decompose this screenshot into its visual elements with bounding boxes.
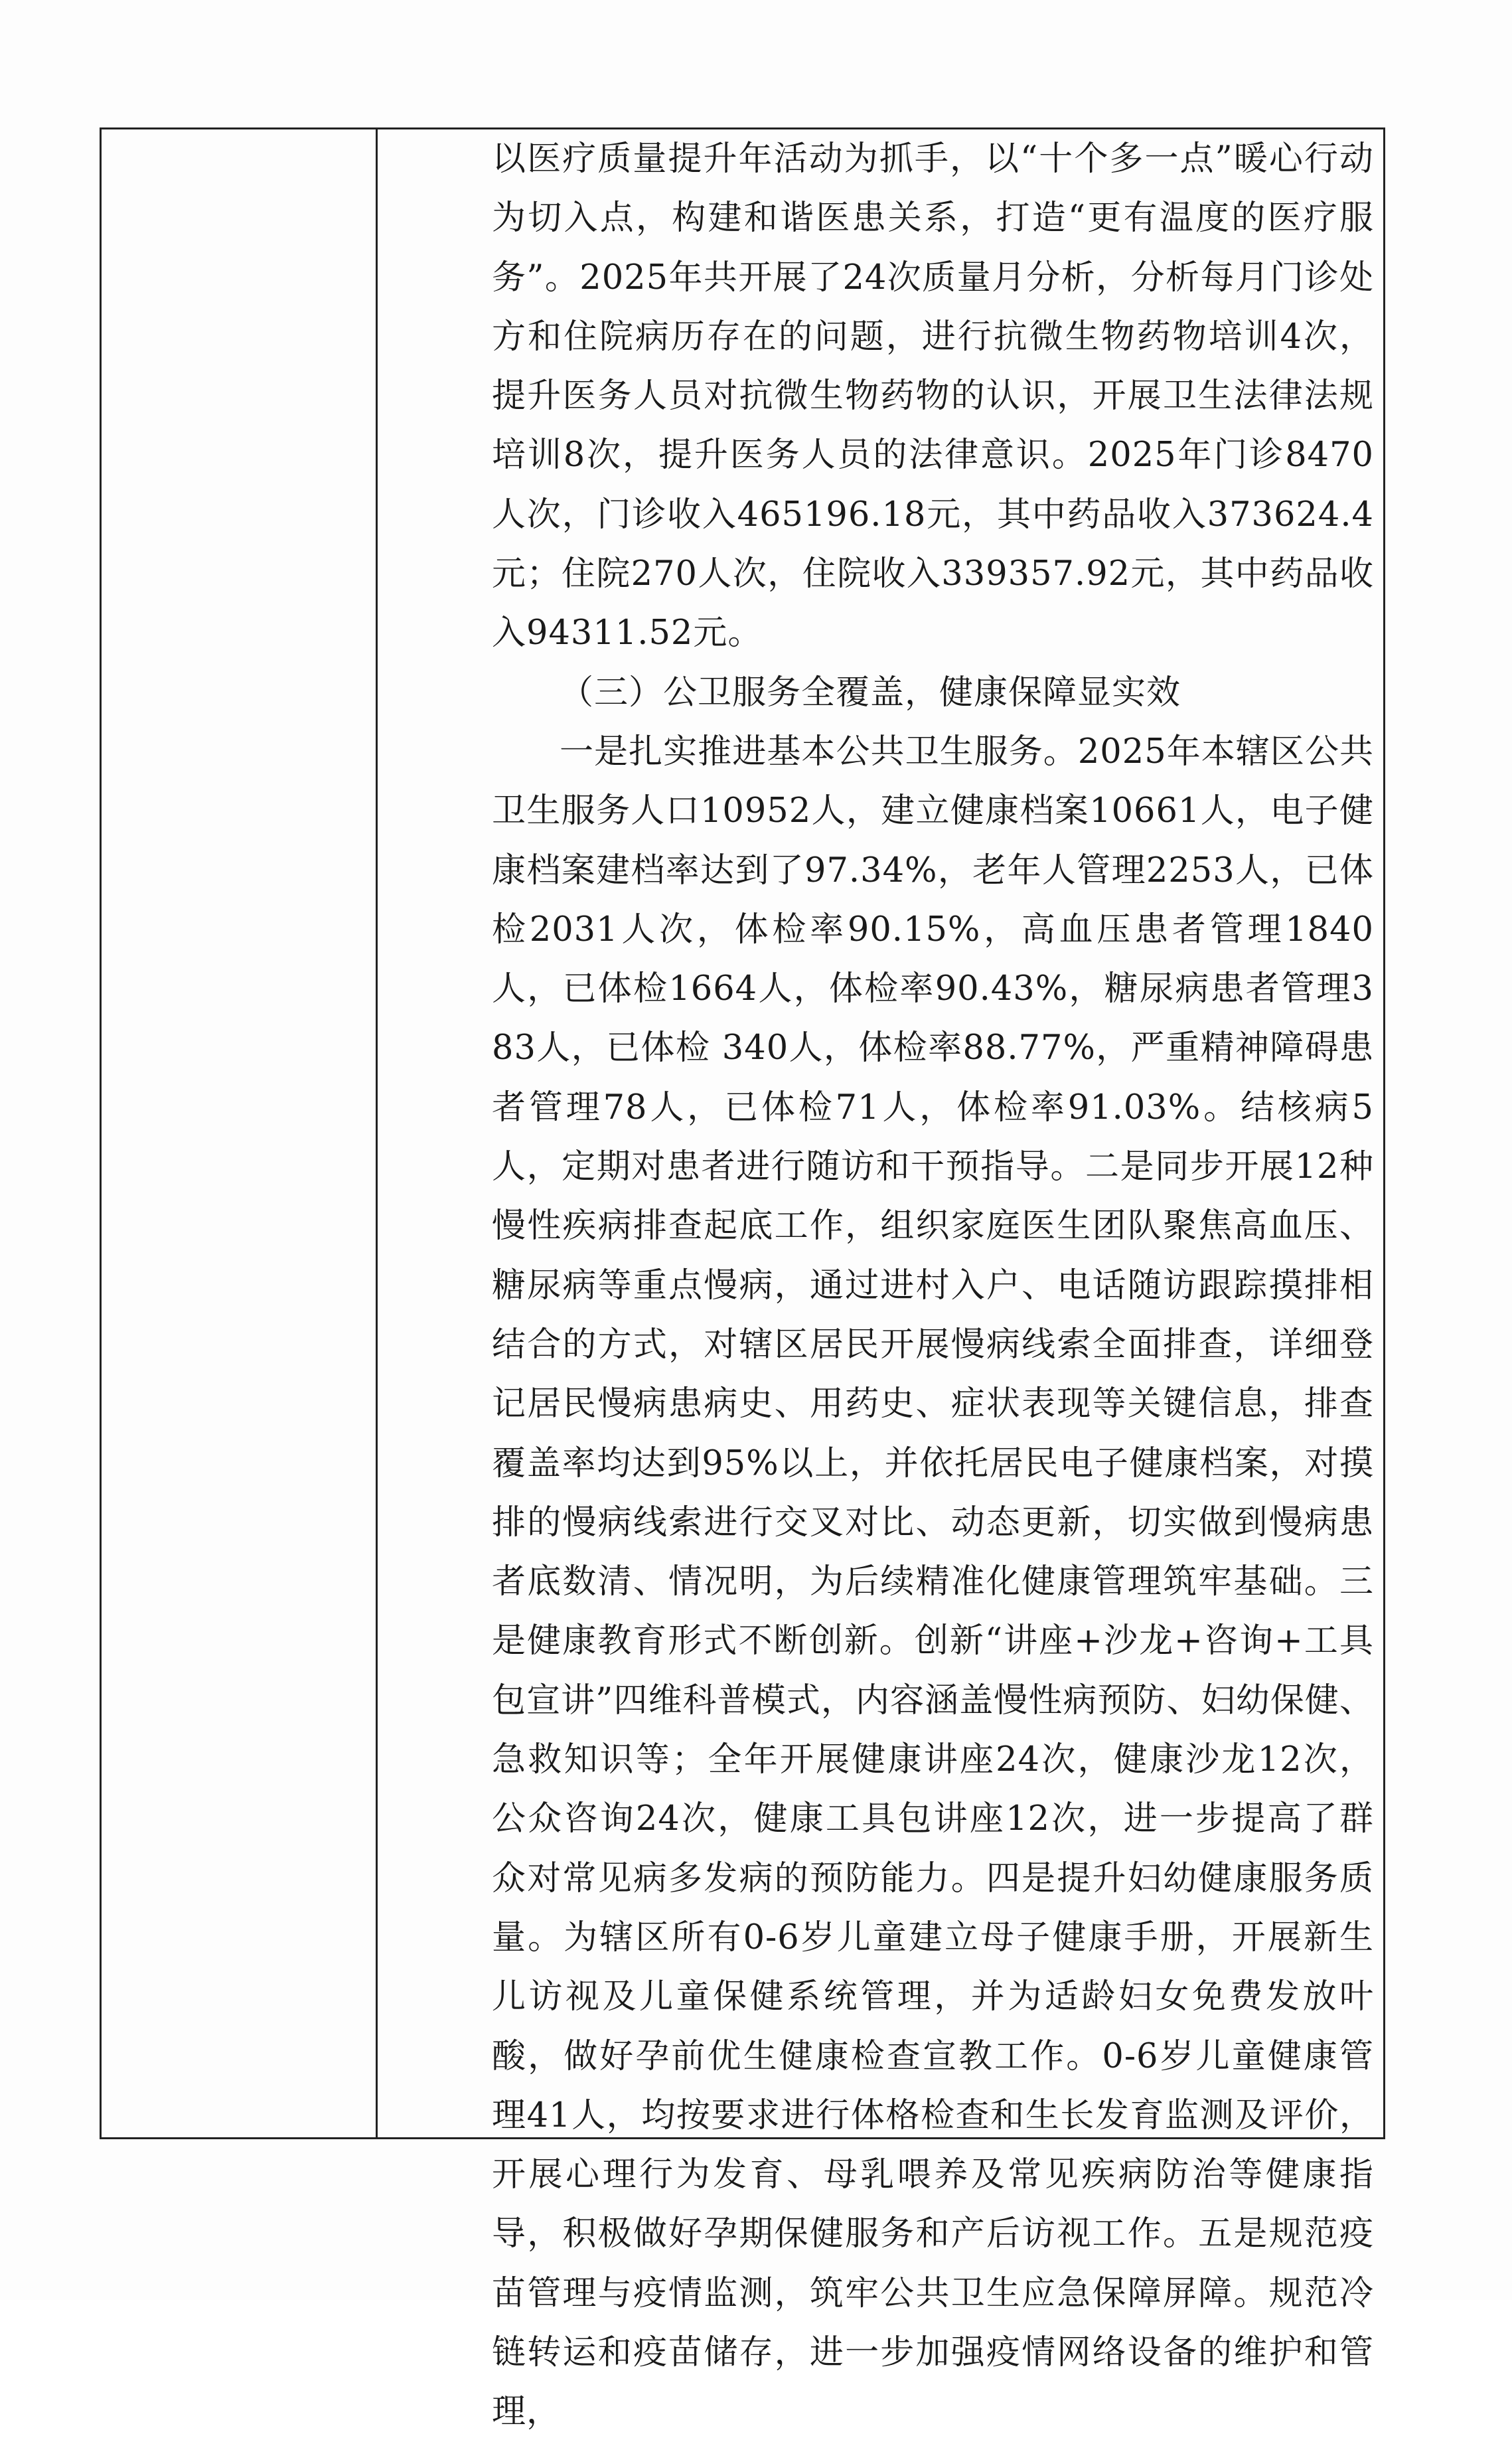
paragraph-public-health-services: 一是扎实推进基本公共卫生服务。2025年本辖区公共卫生服务人口10952人，建立健康档案10661人，电子健康档案建档率达到了97.34%，老年人管理2253人，已体检2031人次，体检率90.15%，高血压患者管理1840人，已体检1664人，体检率90.43%，糖尿病患者管理383人，已体检 340人，体检率88.77%，严重精神障碍患者管理78人，已体检71人，体检率91.03%。结核病5人，定期对患者进行随访和干预指导。二是同步开展12种慢性疾病排查起底工作，组织家庭医生团队聚焦高血压、糖尿病等重点慢病，通过进村入户、电话随访跟踪摸排相结合的方式，对辖区居民开展慢病线索全面排查，详细登记居民慢病患病史、用药史、症状表现等关键信息，排查覆盖率均达到95%以上，并依托居民电子健康档案，对摸排的慢病线索进行交叉对比、动态更新，切实做到慢病患者底数清、情况明，为后续精准化健康管理筑牢基础。三是健康教育形式不断创新。创新“讲座+沙龙+咨询+工具包宣讲”四维科普模式，内容涵盖慢性病预防、妇幼保健、急救知识等；全年开展健康讲座24次，健康沙龙12次，公众咨询24次，健康工具包讲座12次，进一步提高了群众对常见病多发病的预防能力。四是提升妇幼健康服务质量。为辖区所有0-6岁儿童建立母子健康手册，开展新生儿访视及儿童保健系统管理，并为适龄妇女免费发放叶酸，做好孕前优生健康检查宣教工作。0-6岁儿童健康管理41人，均按要求进行体格检查和生长发育监测及评价，开展心理行为发育、母乳喂养及常见疾病防治等健康指导，积极做好孕期保健服务和产后访视工作。五是规范疫苗管理与疫情监测，筑牢公共卫生应急保障屏障。规范冷链转运和疫苗储存，进一步加强疫情网络设备的维护和管理， (492, 732, 1374, 2432)
report-table (100, 127, 1385, 2432)
table-left-cell (102, 129, 376, 2137)
section-heading-public-health: （三）公卫服务全覆盖，健康保障显实效 (560, 673, 1181, 712)
paragraph-medical-quality: 以医疗质量提升年活动为抓手，以“十个多一点”暖心行动为切入点，构建和谐医患关系，打造“更有温度的医疗服务”。2025年共开展了24次质量月分析，分析每月门诊处方和住院病历存在的问题，进行抗微生物药物培训4次，提升医务人员对抗微生物药物的认识，开展卫生法律法规培训8次，提升医务人员的法律意识。2025年门诊8470人次，门诊收入465196.18元，其中药品收入373624.4元；住院270人次，住院收入339357.92元，其中药品收入94311.52元。 (492, 139, 1374, 653)
report-body (492, 129, 1374, 2442)
